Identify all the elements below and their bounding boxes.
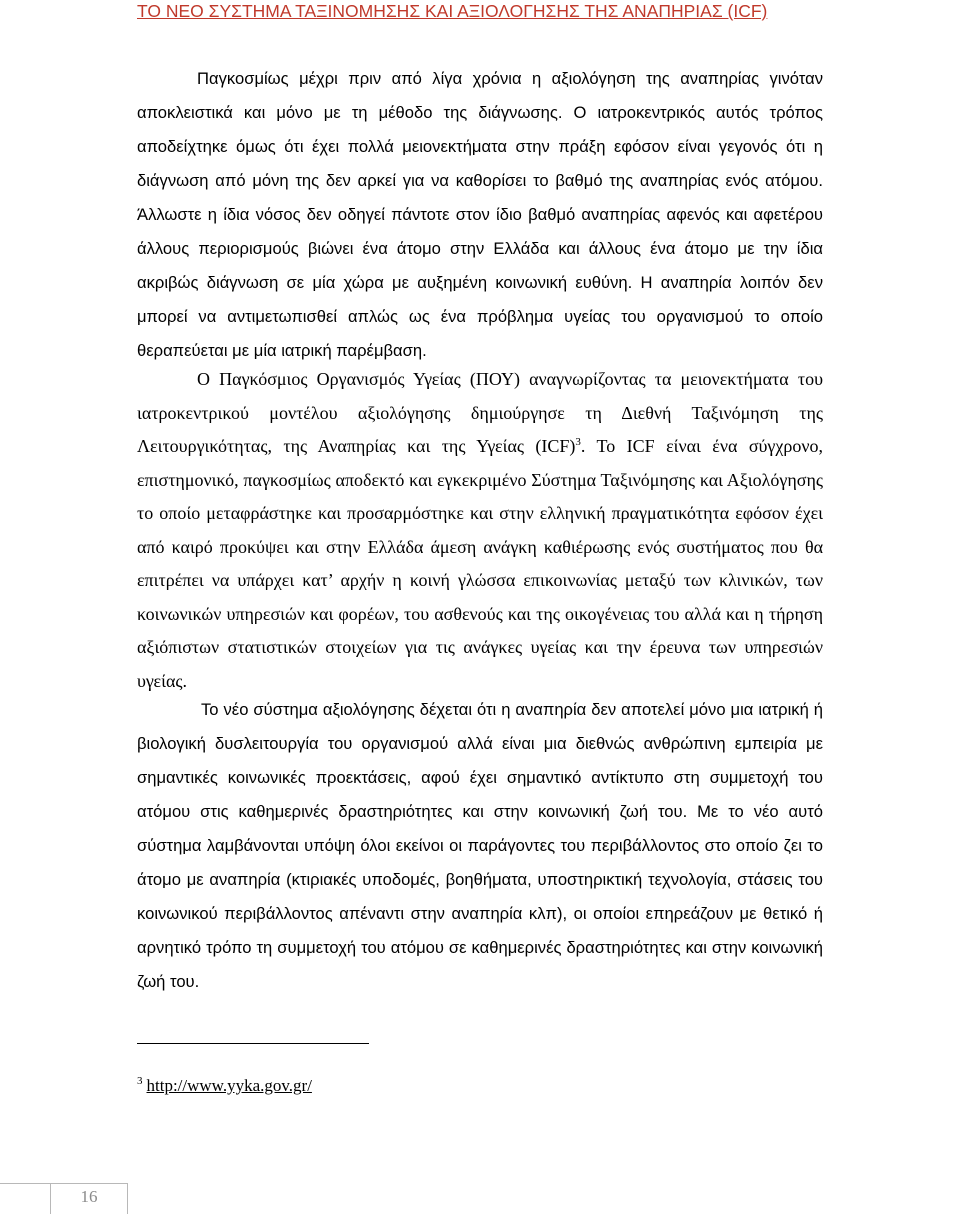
paragraph-3: Το νέο σύστημα αξιολόγησης δέχεται ότι η αναπηρία δεν αποτελεί μόνο μια ιατρική ή βιολογική δυσλειτουργία του οργανισμού αλλά είναι μια διεθνώς ανθρώπινη εμπειρία με σημαντικές κοινωνικές προεκτάσεις, αφού έχει σημαντικό αντίκτυπο στη συμμετοχή του ατόμου στις καθημερινές δραστηριότητες και στην κοινωνική ζωή του. Με το νέο αυτό σύστημα λαμβάνονται υπόψη όλοι εκείνοι οι παράγοντες του περιβάλλοντος στο οποίο ζει το άτομο με αναπηρία (κτιριακές υποδομές, βοηθήματα, υποστηρικτική τεχνολογία, στάσεις του κοινωνικού περιβάλλοντος απέναντι στην αναπηρία κλπ), οι οποίοι επηρεάζουν με θετικό ή αρνητικό τρόπο τη συμμετοχή του ατόμου σε καθημερινές δραστηριότητες και στην κοινωνική ζωή του. <box>137 700 823 991</box>
paragraph-2 <box>137 363 823 698</box>
section-heading: ΤΟ ΝΕΟ ΣΥΣΤΗΜΑ ΤΑΞΙΝΟΜΗΣΗΣ ΚΑΙ ΑΞΙΟΛΟΓΗΣΗΣ ΤΗΣ ΑΝΑΠΗΡΙΑΣ (ICF) <box>137 1 768 21</box>
paragraph-2-text-after: . Το ICF είναι ένα σύγχρονο, επιστημονικό, παγκοσμίως αποδεκτό και εγκεκριμένο Σύστημα Ταξινόμησης και Αξιολόγησης το οποίο μεταφράστηκε και προσαρμόστηκε και στην ελληνική πραγματικότητα εφόσον έχει από καιρό προκύψει και στην Ελλάδα άμεση ανάγκη καθιέρωσης ενός συστήματος που θα επιτρέπει να υπάρχει κατ’ αρχήν η κοινή γλώσσα επικοινωνίας μεταξύ των κλινικών, των κοινωνικών υπηρεσιών και φορέων, του ασθενούς και της οικογένειας του αλλά και η τήρηση αξιόπιστων στατιστικών στοιχείων για τις ανάγκες υγείας και την έρευνα των υπηρεσιών υγείας. <box>137 436 823 691</box>
footnote-number: 3 <box>137 1075 143 1088</box>
footnote-reference[interactable]: 3 <box>575 436 581 448</box>
footnote <box>137 1075 312 1097</box>
footnote-separator <box>137 1043 369 1044</box>
paragraph-2-text-before: Ο Παγκόσμιος Οργανισμός Υγείας (ΠΟΥ) αναγνωρίζοντας τα μειονεκτήματα του ιατροκεντρικού μοντέλου αξιολόγησης δημιούργησε τη Διεθνή Ταξινόμηση της Λειτουργικότητας, της Αναπηρίας και της Υγείας (ICF) <box>137 369 823 456</box>
page-number-box <box>50 1183 128 1214</box>
page-number: 16 <box>80 1187 98 1206</box>
paragraph-1: Παγκοσμίως μέχρι πριν από λίγα χρόνια η αξιολόγηση της αναπηρίας γινόταν αποκλειστικά και μόνο με τη μέθοδο της διάγνωσης. Ο ιατροκεντρικός αυτός τρόπος αποδείχτηκε όμως ότι έχει πολλά μειονεκτήματα στην πράξη εφόσον είναι γεγονός ότι η διάγνωση από μόνη της δεν αρκεί για να καθορίσει το βαθμό της αναπηρίας ενός ατόμου. Άλλωστε η ίδια νόσος δεν οδηγεί πάντοτε στον ίδιο βαθμό αναπηρίας αφενός και αφετέρου άλλους περιορισμούς βιώνει ένα άτομο στην Ελλάδα και άλλους ένα άτομο με την ίδια ακριβώς διάγνωση σε μία χώρα με αυξημένη κοινωνική ευθύνη. Η αναπηρία λοιπόν δεν μπορεί να αντιμετωπισθεί απλώς ως ένα πρόβλημα υγείας του οργανισμού το οποίο θεραπεύεται με μία ιατρική παρέμβαση. <box>137 69 823 360</box>
footnote-link[interactable]: http://www.yyka.gov.gr/ <box>146 1076 312 1095</box>
page-number-rule <box>0 1183 50 1184</box>
